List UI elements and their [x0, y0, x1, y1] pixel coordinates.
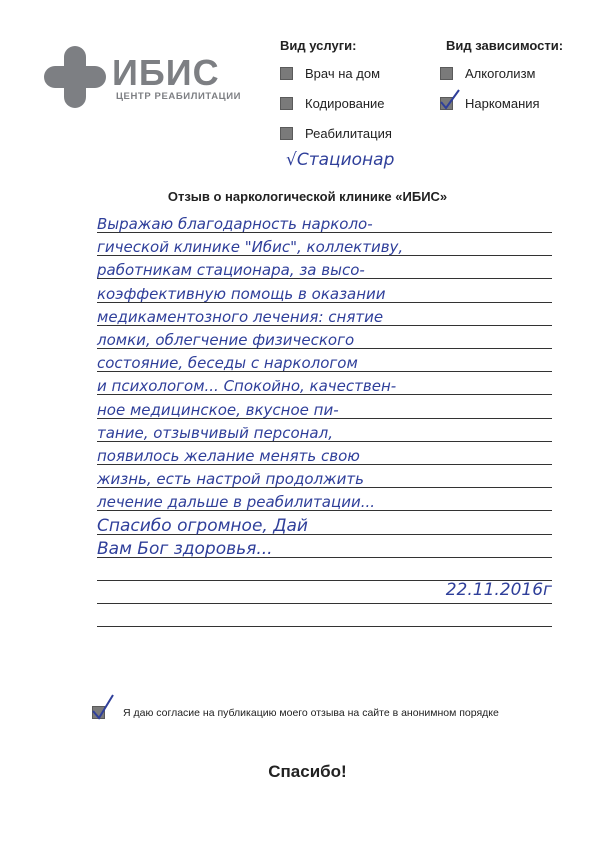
checkbox[interactable]: [280, 67, 293, 80]
service-option-home-doctor[interactable]: [280, 66, 380, 81]
handwritten-review-line: появилось желание менять свою: [97, 447, 360, 465]
handwritten-review-line: Выражаю благодарность нарколо-: [97, 215, 373, 233]
check-mark-icon: [90, 693, 116, 721]
handwritten-review-line: гической клинике "Ибис", коллективу,: [97, 238, 404, 257]
option-label: Кодирование: [305, 96, 385, 111]
option-label: Врач на дом: [305, 66, 381, 81]
handwritten-review-line: Спасибо огромное, Дай: [97, 515, 308, 536]
handwritten-review-line: работникам стационара, за высо-: [97, 261, 365, 280]
handwritten-date: 22.11.2016г: [445, 580, 552, 601]
ruled-line: [97, 626, 552, 627]
handwritten-review-line: жизнь, есть настрой продолжить: [97, 470, 364, 489]
form-title: Отзыв о наркологической клинике «ИБИС»: [167, 189, 448, 204]
ruled-line: [97, 603, 552, 604]
handwritten-review-line: состояние, беседы с наркологом: [97, 354, 358, 373]
service-title: Вид услуги:: [280, 38, 357, 53]
thanks-text: Спасибо!: [268, 762, 347, 781]
option-label: Алкоголизм: [465, 66, 536, 81]
handwritten-review-line: коэффективную помощь в оказании: [97, 284, 386, 303]
logo-name: ИБИС: [112, 52, 220, 93]
handwritten-review-line: лечение дальше в реабилитации...: [97, 493, 375, 512]
service-option-coding[interactable]: [280, 96, 385, 111]
handwritten-review-line: ломки, облегчение физического: [97, 331, 355, 349]
handwritten-review-line: ное медицинское, вкусное пи-: [97, 400, 339, 419]
checkbox[interactable]: [440, 67, 453, 80]
handwritten-review-line: тание, отзывчивый персонал,: [97, 423, 333, 442]
handwritten-review-line: Вам Бог здоровья...: [97, 538, 273, 559]
option-label: Наркомания: [465, 96, 540, 111]
dependency-title: Вид зависимости:: [446, 38, 564, 53]
logo-subtitle: ЦЕНТР РЕАБИЛИТАЦИИ: [116, 91, 242, 102]
dependency-option-alcohol[interactable]: [440, 66, 535, 81]
consent-row[interactable]: [92, 706, 499, 719]
check-mark-icon: [438, 88, 462, 112]
consent-checkbox[interactable]: [92, 706, 105, 719]
consent-text: Я даю согласие на публикацию моего отзыва на сайте в анонимном порядке: [123, 706, 499, 719]
option-label: Реабилитация: [305, 126, 392, 141]
handwritten-inpatient: √Стационар: [286, 150, 395, 170]
handwritten-review-line: медикаментозного лечения: снятие: [97, 307, 384, 326]
handwritten-review-line: и психологом... Спокойно, качествен-: [97, 377, 397, 396]
dependency-option-drugs[interactable]: [440, 96, 540, 111]
service-option-rehab[interactable]: [280, 126, 392, 141]
checkbox-checked[interactable]: [440, 97, 453, 110]
checkbox[interactable]: [280, 127, 293, 140]
checkbox[interactable]: [280, 97, 293, 110]
